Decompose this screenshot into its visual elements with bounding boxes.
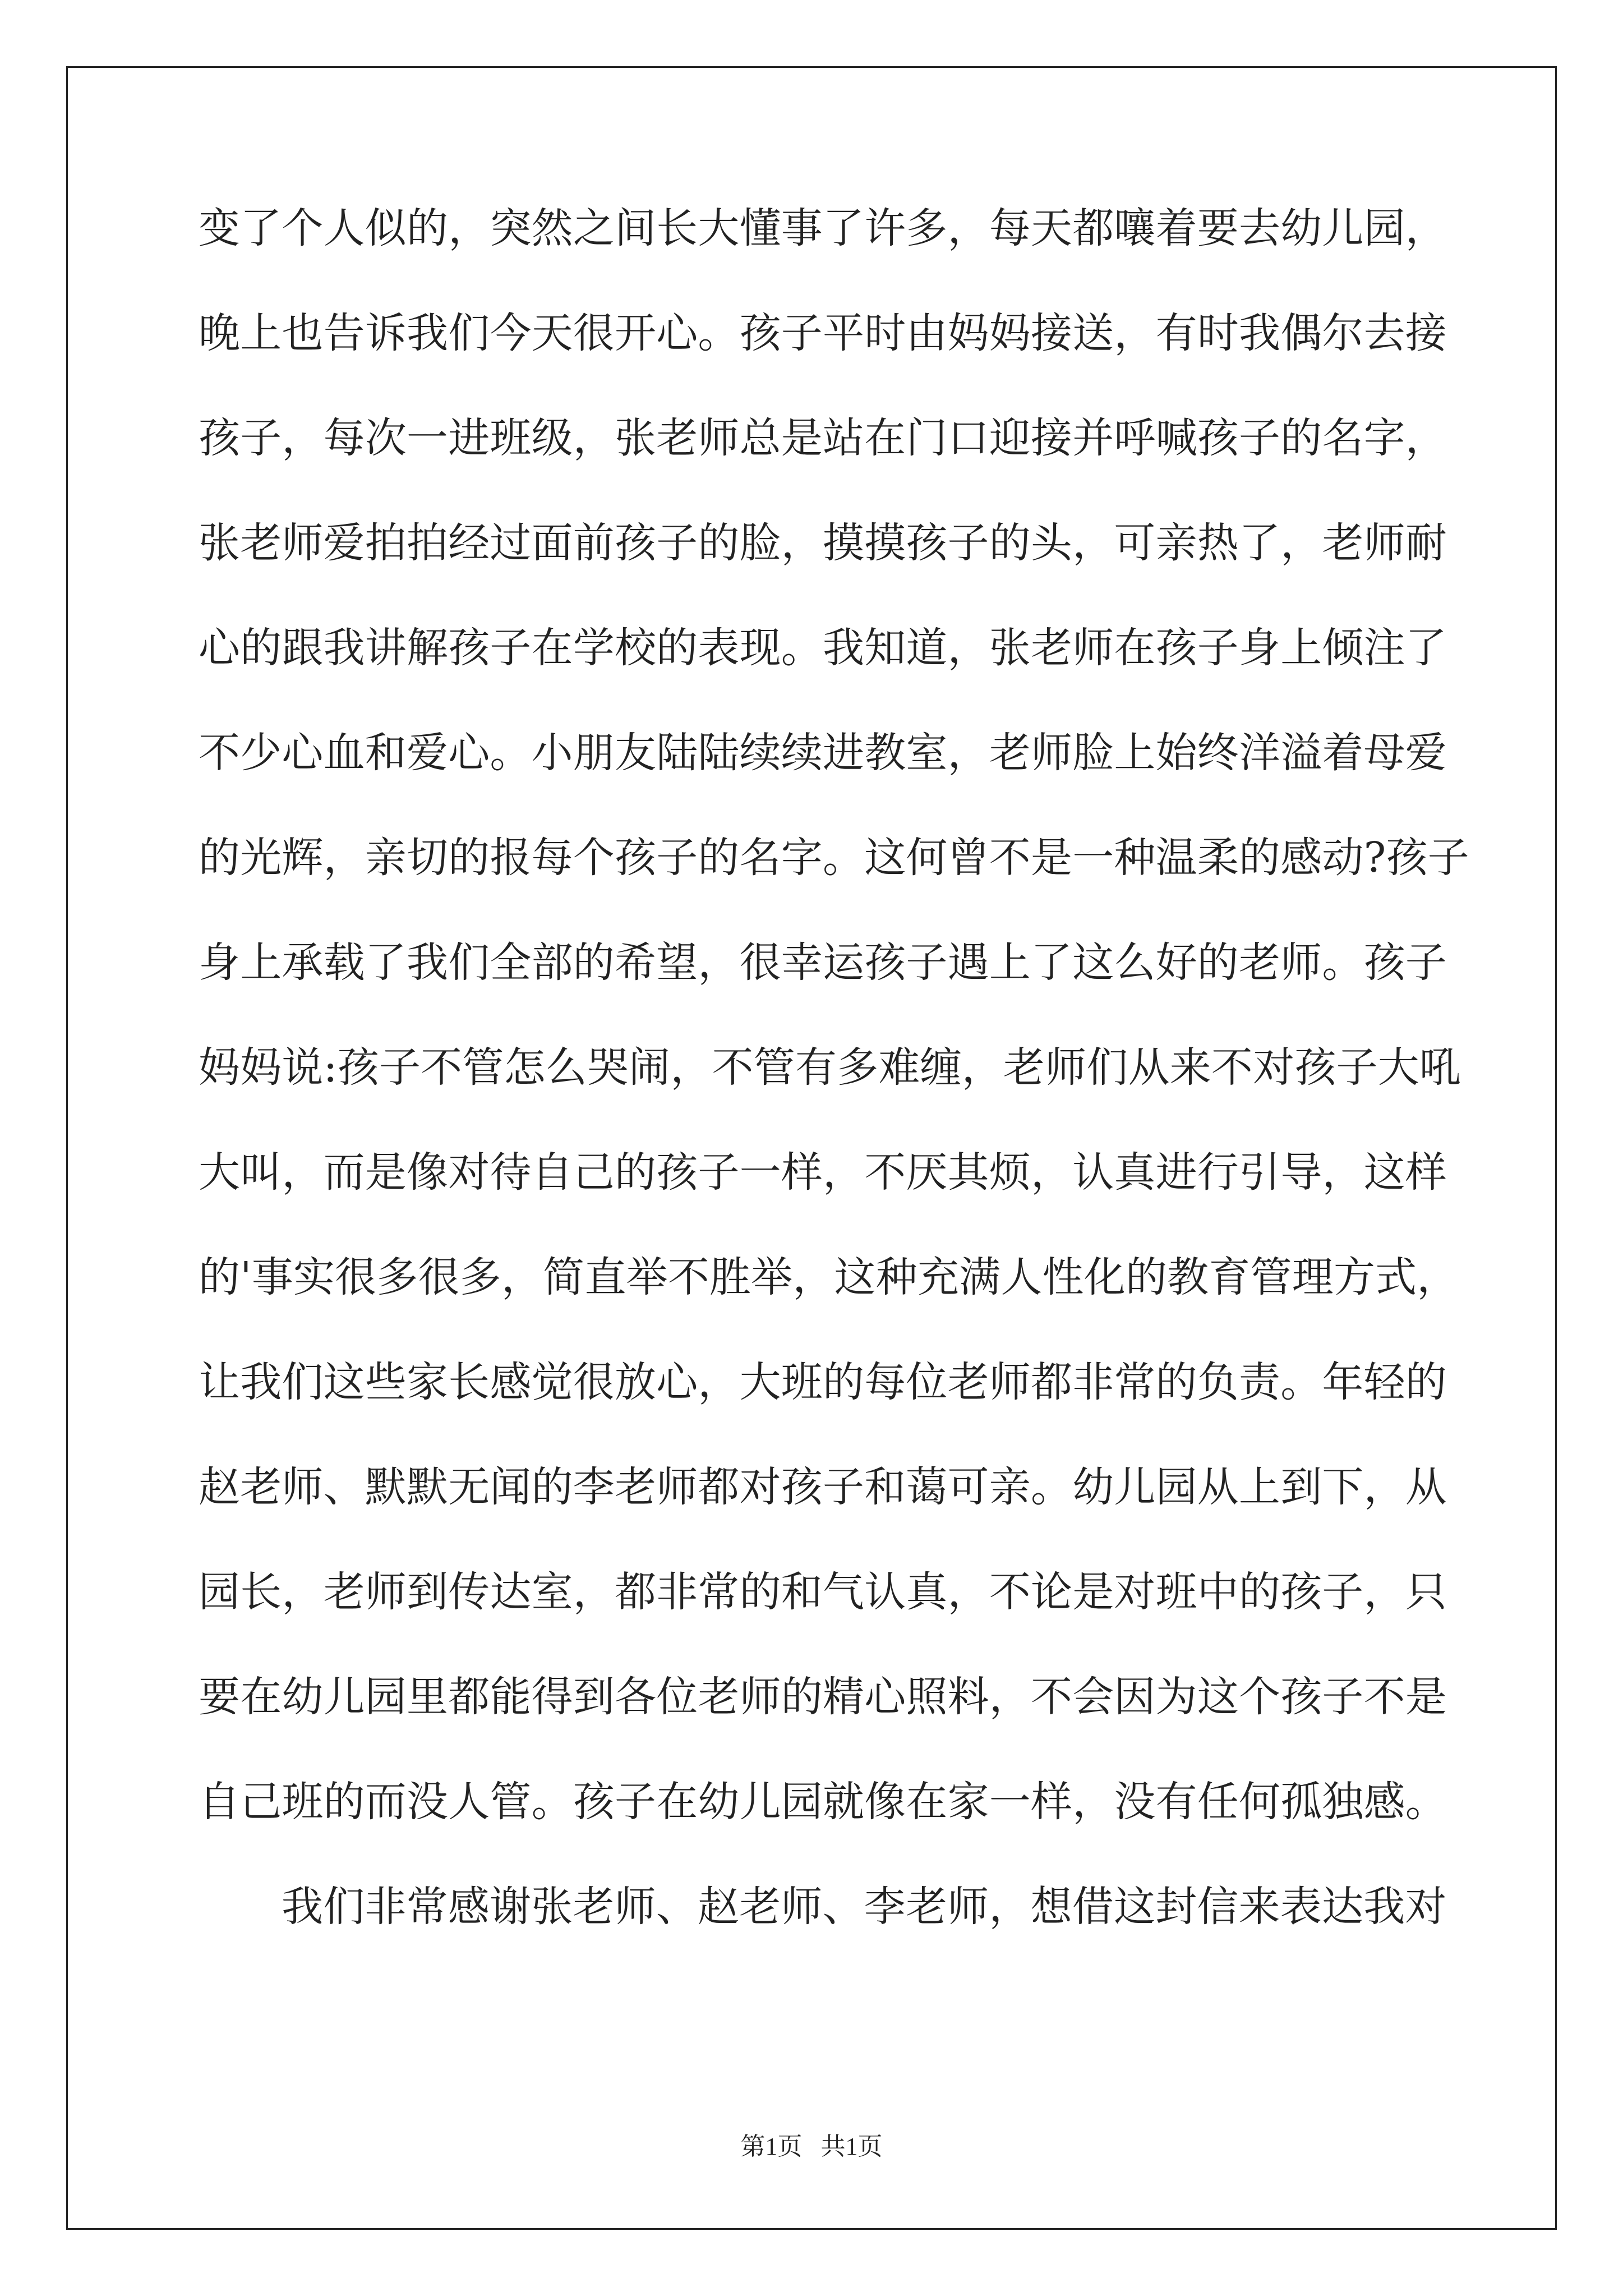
text-line: 变了个人似的，突然之间长大懂事了许多，每天都嚷着要去幼儿园， [199, 204, 1447, 252]
text-line-paragraph-start: 我们非常感谢张老师、赵老师、李老师，想借这封信来表达我对 [282, 1883, 1447, 1931]
text-line: 孩子，每次一进班级，张老师总是站在门口迎接并呼喊孩子的名字， [199, 414, 1447, 462]
text-line: 园长，老师到传达室，都非常的和气认真，不论是对班中的孩子，只 [199, 1568, 1447, 1616]
text-line: 张老师爱拍拍经过面前孩子的脸，摸摸孩子的头，可亲热了，老师耐 [199, 519, 1447, 567]
text-line: 的'事实很多很多，简直举不胜举，这种充满人性化的教育管理方式， [199, 1253, 1459, 1301]
text-line: 让我们这些家长感觉很放心，大班的每位老师都非常的负责。年轻的 [199, 1358, 1447, 1406]
text-line: 妈妈说:孩子不管怎么哭闹，不管有多难缠，老师们从来不对孩子大吼 [199, 1043, 1461, 1092]
text-line: 身上承载了我们全部的希望，很幸运孩子遇上了这么好的老师。孩子 [199, 938, 1447, 987]
text-line: 心的跟我讲解孩子在学校的表现。我知道，张老师在孩子身上倾注了 [199, 624, 1447, 672]
text-line: 不少心血和爱心。小朋友陆陆续续进教室，老师脸上始终洋溢着母爱 [199, 729, 1447, 777]
text-line: 的光辉，亲切的报每个孩子的名字。这何曾不是一种温柔的感动?孩子 [199, 834, 1469, 882]
text-line: 自己班的而没人管。孩子在幼儿园就像在家一样，没有任何孤独感。 [199, 1778, 1447, 1826]
text-line: 晚上也告诉我们今天很开心。孩子平时由妈妈接送，有时我偶尔去接 [199, 309, 1447, 357]
text-line: 赵老师、默默无闻的李老师都对孩子和蔼可亲。幼儿园从上到下，从 [199, 1463, 1447, 1511]
page-number-footer: 第1页 共1页 [740, 2133, 883, 2160]
text-line: 要在幼儿园里都能得到各位老师的精心照料，不会因为这个孩子不是 [199, 1673, 1447, 1721]
document-body [199, 204, 1469, 1991]
text-line: 大叫，而是像对待自己的孩子一样，不厌其烦，认真进行引导，这样 [199, 1148, 1447, 1197]
